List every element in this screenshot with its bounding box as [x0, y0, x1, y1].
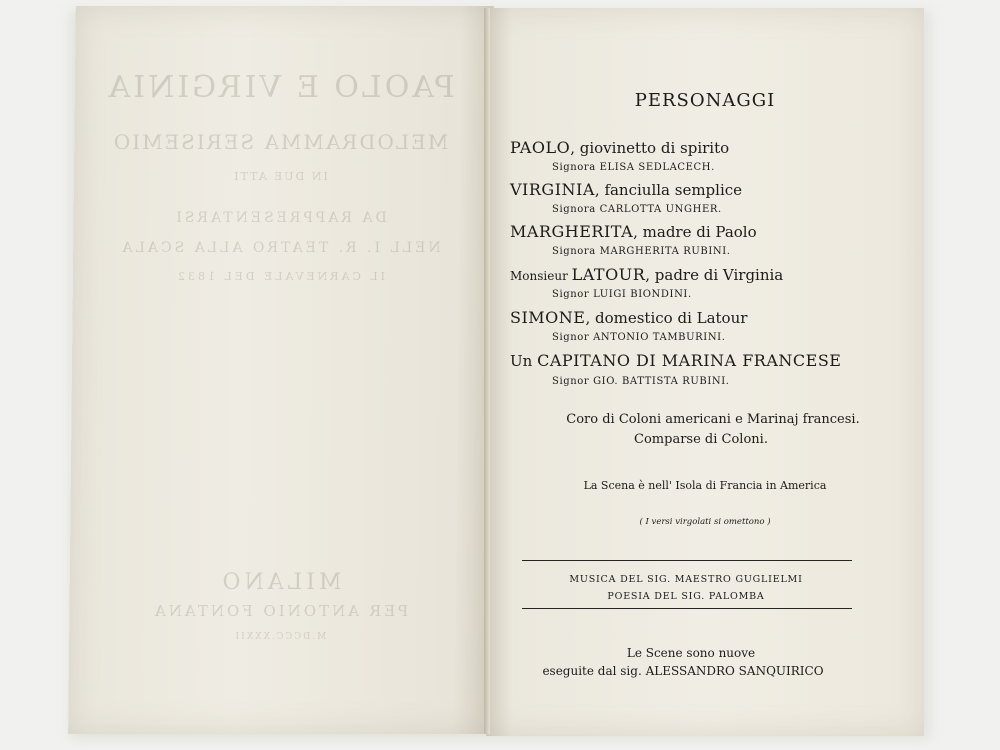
role-prefix: Un	[510, 352, 538, 370]
sets-line: Le Scene sono nuove	[626, 646, 756, 660]
role-prefix: Monsieur	[510, 269, 572, 283]
ghost-perform: DA RAPPRESENTARSI	[173, 210, 387, 226]
ghost-title: PAOLO E VIRGINIA	[105, 70, 455, 105]
singer-line: Signora CARLOTTA UNGHER.	[552, 204, 722, 215]
poetry-credit: POESIA DEL SIG. PALOMBA	[607, 591, 765, 602]
singer-line: Signor LUIGI BIONDINI.	[552, 289, 692, 300]
role-line	[510, 351, 841, 370]
role-line	[510, 265, 783, 284]
role-name: LATOUR	[571, 265, 646, 284]
extras-line: Comparse di Coloni.	[634, 432, 768, 447]
role-line	[510, 180, 742, 199]
ghost-publisher: PER ANTONIO FONTANA	[151, 602, 409, 620]
role-line	[510, 138, 729, 157]
ghost-year: M.DCCC.XXXII	[233, 632, 327, 642]
ghost-season: IL CARNEVALE DEL 1832	[174, 270, 386, 283]
scene-setting: La Scena è nell' Isola di Francia in America	[583, 479, 827, 492]
sets-designer-line: eseguite dal sig. ALESSANDRO SANQUIRICO	[542, 664, 824, 678]
music-credit: MUSICA DEL SIG. MAESTRO GUGLIELMI	[569, 574, 803, 585]
chorus-line: Coro di Coloni americani e Marinaj francesi.	[566, 412, 860, 427]
role-name: SIMONE	[510, 308, 586, 327]
role-line	[510, 308, 747, 327]
right-page-content	[486, 8, 924, 736]
verse-note: ( I versi virgolati si omettono )	[639, 517, 771, 527]
singer-line: Signor ANTONIO TAMBURINI.	[552, 332, 726, 343]
role-desc: , padre di Virginia	[645, 266, 784, 284]
singer-line: Signor GIO. BATTISTA RUBINI.	[552, 376, 730, 387]
role-name: CAPITANO DI MARINA FRANCESE	[537, 351, 842, 370]
role-name: VIRGINIA	[510, 180, 595, 199]
divider-bottom	[522, 608, 852, 609]
ghost-city: MILANO	[218, 570, 342, 595]
ghost-theatre: NELL I. R. TEATRO ALLA SCALA	[119, 240, 441, 256]
role-line	[510, 222, 757, 241]
role-desc: , fanciulla semplice	[594, 181, 743, 199]
role-name: MARGHERITA	[510, 222, 634, 241]
ghost-subtitle: MELODRAMMA SERISEMIO	[111, 130, 449, 154]
role-desc: , domestico di Latour	[585, 309, 748, 327]
singer-line: Signora MARGHERITA RUBINI.	[552, 246, 731, 257]
role-name: PAOLO	[510, 138, 571, 157]
singer-line: Signora ELISA SEDLACECH.	[552, 162, 715, 173]
ghost-acts: IN DUE ATTI	[232, 170, 328, 183]
bleed-through-text	[80, 60, 480, 660]
page-heading: PERSONAGGI	[634, 90, 776, 111]
role-desc: , madre di Paolo	[633, 223, 757, 241]
divider-top	[522, 560, 852, 561]
role-desc: , giovinetto di spirito	[570, 139, 730, 157]
